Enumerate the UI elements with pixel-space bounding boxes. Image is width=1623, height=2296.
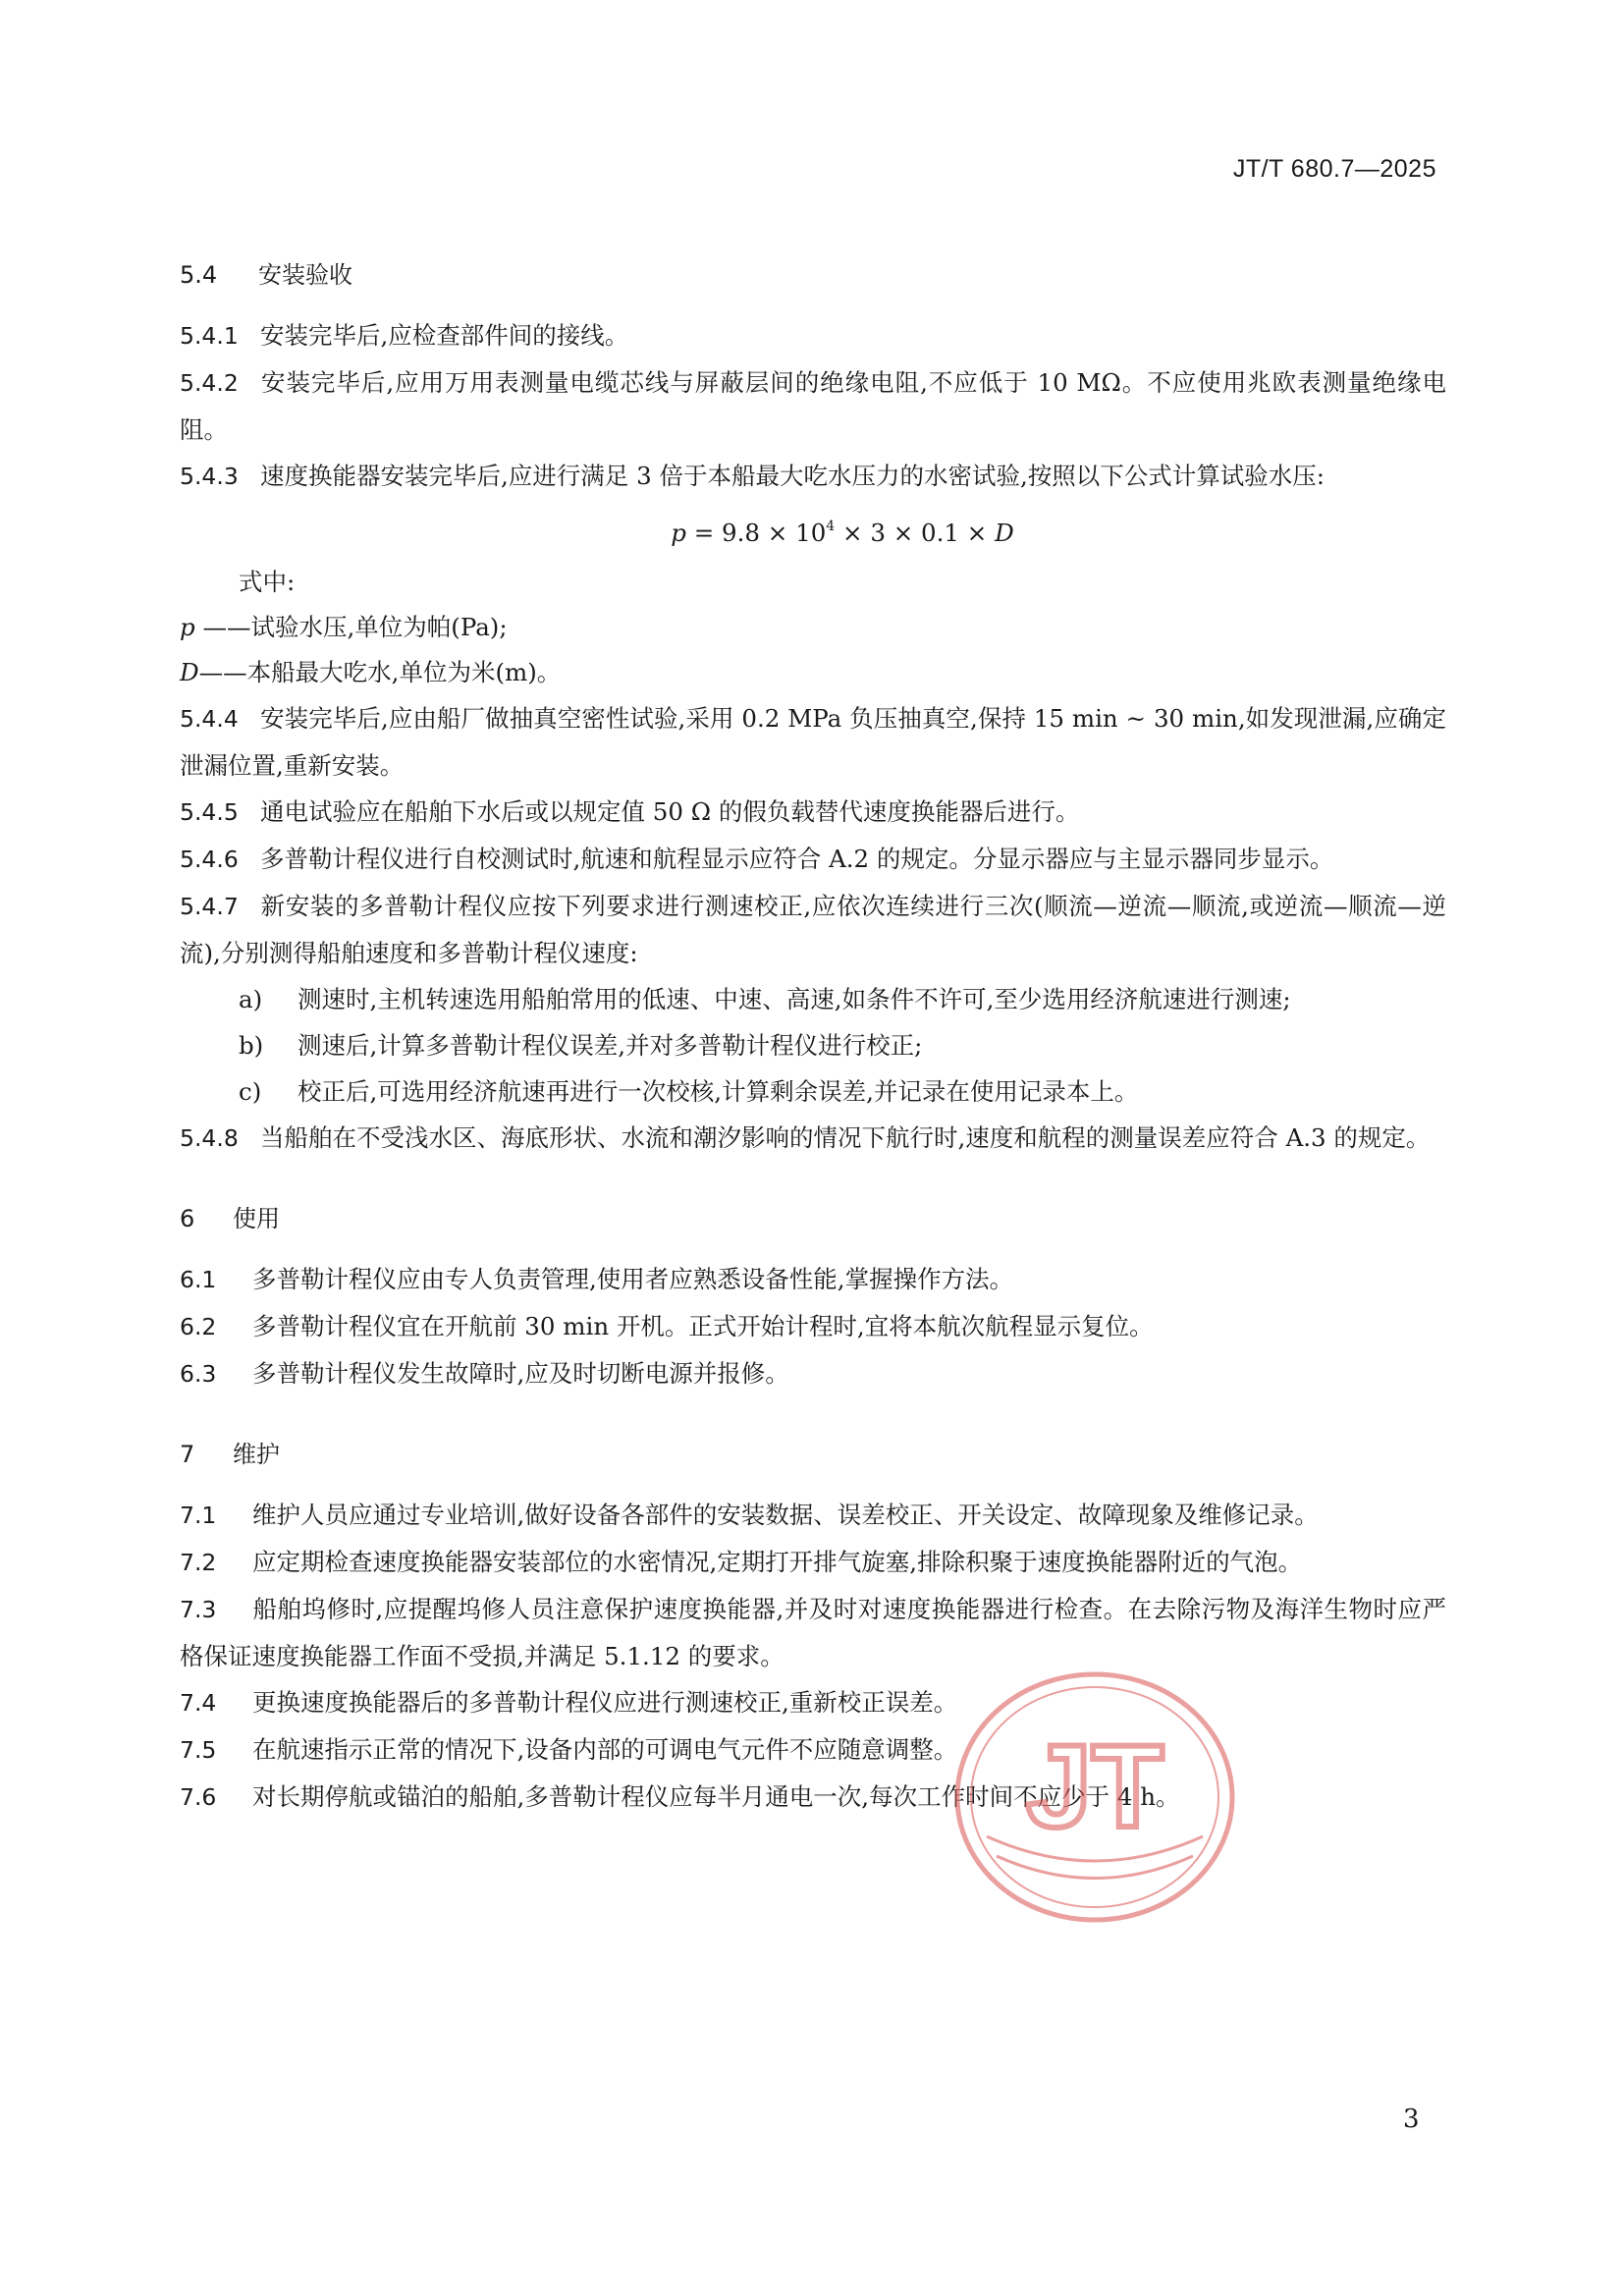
clause-5-4-3 [180, 453, 1446, 500]
list-label: c) [239, 1077, 262, 1106]
definition-p [180, 605, 1446, 650]
list-item-c [180, 1068, 1446, 1115]
definition-symbol: p [180, 613, 195, 641]
clause-5-4-8 [180, 1115, 1446, 1162]
formula-constant: = 9.8 × 10 [685, 519, 827, 547]
clause-text: 安装完毕后,应检查部件间的接线。 [260, 321, 629, 350]
clause-7-2 [180, 1539, 1446, 1586]
clause-number: 5.4.1 [180, 322, 239, 350]
clause-text: 安装完毕后,应由船厂做抽真空密性试验,采用 0.2 MPa 负压抽真空,保持 15 min ~ 30 min,如发现泄漏,应确定泄漏位置,重新安装。 [180, 704, 1446, 780]
clause-number: 7.2 [180, 1549, 217, 1576]
list-text: 校正后,可选用经济航速再进行一次校核,计算剩余误差,并记录在使用记录本上。 [298, 1077, 1139, 1106]
clause-number: 5.4.6 [180, 846, 239, 873]
clause-5-4-7 [180, 883, 1446, 976]
stamp-lettering: JT [1025, 1721, 1164, 1852]
clause-number: 7.6 [180, 1783, 217, 1811]
clause-text: 多普勒计程仪进行自校测试时,航速和航程显示应符合 A.2 的规定。分显示器应与主显示器同步显示。 [260, 845, 1334, 873]
definition-text: ——试验水压,单位为帕(Pa); [194, 613, 508, 641]
clause-number: 5.4.5 [180, 798, 239, 826]
clause-text: 多普勒计程仪宜在开航前 30 min 开机。正式开始计程时,宜将本航次航程显示复位。 [252, 1312, 1154, 1340]
jt-watermark-stamp [947, 1665, 1242, 1930]
clause-5-4-4 [180, 695, 1446, 789]
clause-7-5 [180, 1726, 1446, 1774]
section-number: 7 [180, 1441, 195, 1468]
section-title: 安装验收 [258, 261, 352, 289]
clause-text: 安装完毕后,应用万用表测量电缆芯线与屏蔽层间的绝缘电阻,不应低于 10 MΩ。不应使用兆欧表测量绝缘电阻。 [180, 368, 1446, 444]
clause-text: 维护人员应通过专业培训,做好设备各部件的安装数据、误差校正、开关设定、故障现象及维修记录。 [252, 1501, 1319, 1529]
section-number: 6 [180, 1205, 195, 1232]
clause-number: 6.1 [180, 1266, 217, 1293]
clause-text: 新安装的多普勒计程仪应按下列要求进行测速校正,应依次连续进行三次(顺流—逆流—顺流,或逆流—顺流—逆流),分别测得船舶速度和多普勒计程仪速度: [180, 892, 1446, 967]
section-heading-5-4 [180, 253, 1446, 297]
clause-text: 船舶坞修时,应提醒坞修人员注意保护速度换能器,并及时对速度换能器进行检查。在去除污物及海洋生物时应严格保证速度换能器工作面不受损,并满足 5.1.12 的要求。 [180, 1595, 1446, 1670]
list-item-b [180, 1022, 1446, 1068]
clause-text: 应定期检查速度换能器安装部位的水密情况,定期打开排气旋塞,排除积聚于速度换能器附近的气泡。 [252, 1548, 1303, 1576]
pressure-formula [180, 500, 1446, 560]
clause-6-2 [180, 1303, 1446, 1350]
clause-5-4-5 [180, 789, 1446, 836]
page-number: 3 [1403, 2105, 1420, 2134]
formula-definitions [180, 560, 1446, 695]
list-text: 测速时,主机转速选用船舶常用的低速、中速、高速,如条件不许可,至少选用经济航速进行测速; [298, 985, 1291, 1013]
clause-text: 多普勒计程仪发生故障时,应及时切断电源并报修。 [252, 1359, 789, 1388]
clause-number: 6.3 [180, 1360, 217, 1388]
section-heading-6 [180, 1197, 1446, 1240]
section-title: 维护 [233, 1441, 280, 1468]
clause-text: 对长期停航或锚泊的船舶,多普勒计程仪应每半月通电一次,每次工作时间不应少于 4 h。 [252, 1782, 1180, 1811]
formula-variable-d: D [995, 519, 1014, 547]
clause-text: 在航速指示正常的情况下,设备内部的可调电气元件不应随意调整。 [252, 1735, 958, 1764]
list-text: 测速后,计算多普勒计程仪误差,并对多普勒计程仪进行校正; [298, 1031, 923, 1060]
clause-number: 5.4.2 [180, 369, 239, 397]
clause-text: 更换速度换能器后的多普勒计程仪应进行测速校正,重新校正误差。 [252, 1688, 958, 1717]
definition-symbol: D [180, 658, 199, 686]
clause-text: 速度换能器安装完毕后,应进行满足 3 倍于本船最大吃水压力的水密试验,按照以下公式计算试验水压: [260, 462, 1325, 490]
clause-number: 5.4.4 [180, 705, 239, 733]
clause-6-3 [180, 1350, 1446, 1397]
clause-7-6 [180, 1774, 1446, 1821]
clause-number: 7.5 [180, 1736, 217, 1764]
clause-7-4 [180, 1679, 1446, 1726]
definition-text: ——本船最大吃水,单位为米(m)。 [198, 658, 562, 686]
clause-5-4-6 [180, 836, 1446, 883]
clause-number: 5.4.7 [180, 893, 239, 920]
clause-6-1 [180, 1256, 1446, 1303]
formula-variable-p: p [671, 519, 686, 547]
list-item-a [180, 976, 1446, 1022]
section-number: 5.4 [180, 261, 218, 289]
standard-code: JT/T 680.7—2025 [1232, 155, 1436, 183]
clause-text: 当船舶在不受浅水区、海底形状、水流和潮汐影响的情况下航行时,速度和航程的测量误差应符合 A.3 的规定。 [260, 1123, 1431, 1152]
list-label: a) [239, 985, 263, 1013]
section-heading-7 [180, 1433, 1446, 1476]
clause-number: 7.3 [180, 1596, 217, 1623]
clause-text: 通电试验应在船舶下水后或以规定值 50 Ω 的假负载替代速度换能器后进行。 [260, 797, 1080, 826]
clause-number: 7.4 [180, 1689, 217, 1717]
clause-7-3 [180, 1586, 1446, 1679]
clause-number: 5.4.8 [180, 1124, 239, 1152]
clause-number: 7.1 [180, 1502, 217, 1529]
list-label: b) [239, 1031, 264, 1060]
clause-number: 6.2 [180, 1313, 217, 1340]
clause-5-4-1 [180, 312, 1446, 359]
definition-d [180, 650, 1446, 695]
formula-exponent: 4 [826, 519, 836, 534]
section-title: 使用 [233, 1205, 280, 1232]
formula-factors: × 3 × 0.1 × [835, 519, 996, 547]
clause-number: 5.4.3 [180, 463, 239, 490]
clause-5-4-2 [180, 359, 1446, 453]
clause-7-1 [180, 1492, 1446, 1539]
document-body [180, 253, 1446, 1821]
clause-text: 多普勒计程仪应由专人负责管理,使用者应熟悉设备性能,掌握操作方法。 [252, 1265, 1014, 1293]
where-label: 式中: [239, 568, 296, 596]
